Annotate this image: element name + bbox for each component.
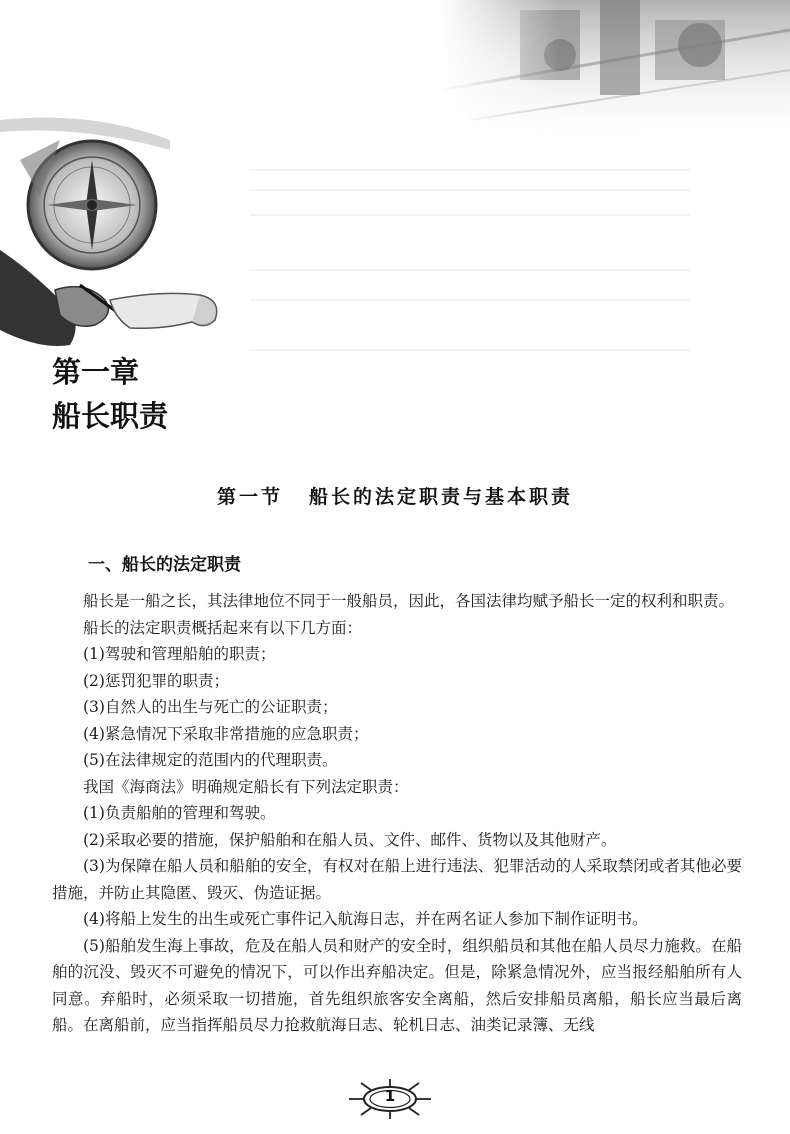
list-item: (5)船舶发生海上事故，危及在船人员和财产的安全时，组织船员和其他在船人员尽力施救。在船舶的沉没、毁灭不可避免的情况下，可以作出弃船决定。但是，除紧急情况外，应当报经船舶所有人同意。弃船时，必须采取一切措施，首先组织旅客安全离船，然后安排船员离船，船长应当最后离船。在离船前，应当指挥船员尽力抢救航海日志、轮机日志、油类记录簿、无线 bbox=[52, 936, 742, 1034]
list-item: (5)在法律规定的范围内的代理职责。 bbox=[83, 751, 338, 769]
list-item: (3)自然人的出生与死亡的公证职责； bbox=[83, 698, 338, 716]
page-number-ornament bbox=[335, 1074, 445, 1124]
paragraph: 船长的法定职责概括起来有以下几方面： bbox=[83, 618, 363, 637]
chapter-title: 船长职责 bbox=[52, 399, 169, 433]
chapter-number: 第一章 bbox=[52, 355, 140, 389]
list-item: (1)驾驶和管理船舶的职责； bbox=[83, 645, 276, 663]
list-item: (4)将船上发生的出生或死亡事件记入航海日志，并在两名证人参加下制作证明书。 bbox=[83, 910, 648, 928]
list-item: (2)采取必要的措施，保护船舶和在船人员、文件、邮件、货物以及其他财产。 bbox=[83, 830, 617, 849]
list-item: (2)惩罚犯罪的职责； bbox=[83, 671, 229, 690]
section-name: 船长的法定职责与基本职责 bbox=[309, 486, 574, 508]
list-item: (3)为保障在船人员和船舶的安全，有权对在船上进行违法、犯罪活动的人采取禁闭或者其他必要措施，并防止其隐匿、毁灭、伪造证据。 bbox=[52, 857, 742, 902]
paragraph: 我国《海商法》明确规定船长有下列法定职责： bbox=[83, 777, 409, 796]
paragraph: 船长是一船之长，其法律地位不同于一般船员，因此，各国法律均赋予船长一定的权利和职责。 bbox=[83, 592, 735, 610]
list-item: (4)紧急情况下采取非常措施的应急职责； bbox=[83, 724, 369, 743]
body-text bbox=[52, 588, 742, 1039]
background-chart-texture bbox=[250, 170, 690, 350]
list-item: (1)负责船舶的管理和驾驶。 bbox=[83, 804, 276, 822]
engine-room-image bbox=[440, 0, 790, 150]
chapter-heading bbox=[52, 350, 168, 438]
page-number: 1 bbox=[384, 1087, 396, 1105]
compass-image bbox=[20, 140, 156, 269]
subsection-heading: 一、船长的法定职责 bbox=[88, 555, 241, 575]
section-title bbox=[0, 482, 790, 509]
section-number: 第一节 bbox=[216, 486, 283, 508]
